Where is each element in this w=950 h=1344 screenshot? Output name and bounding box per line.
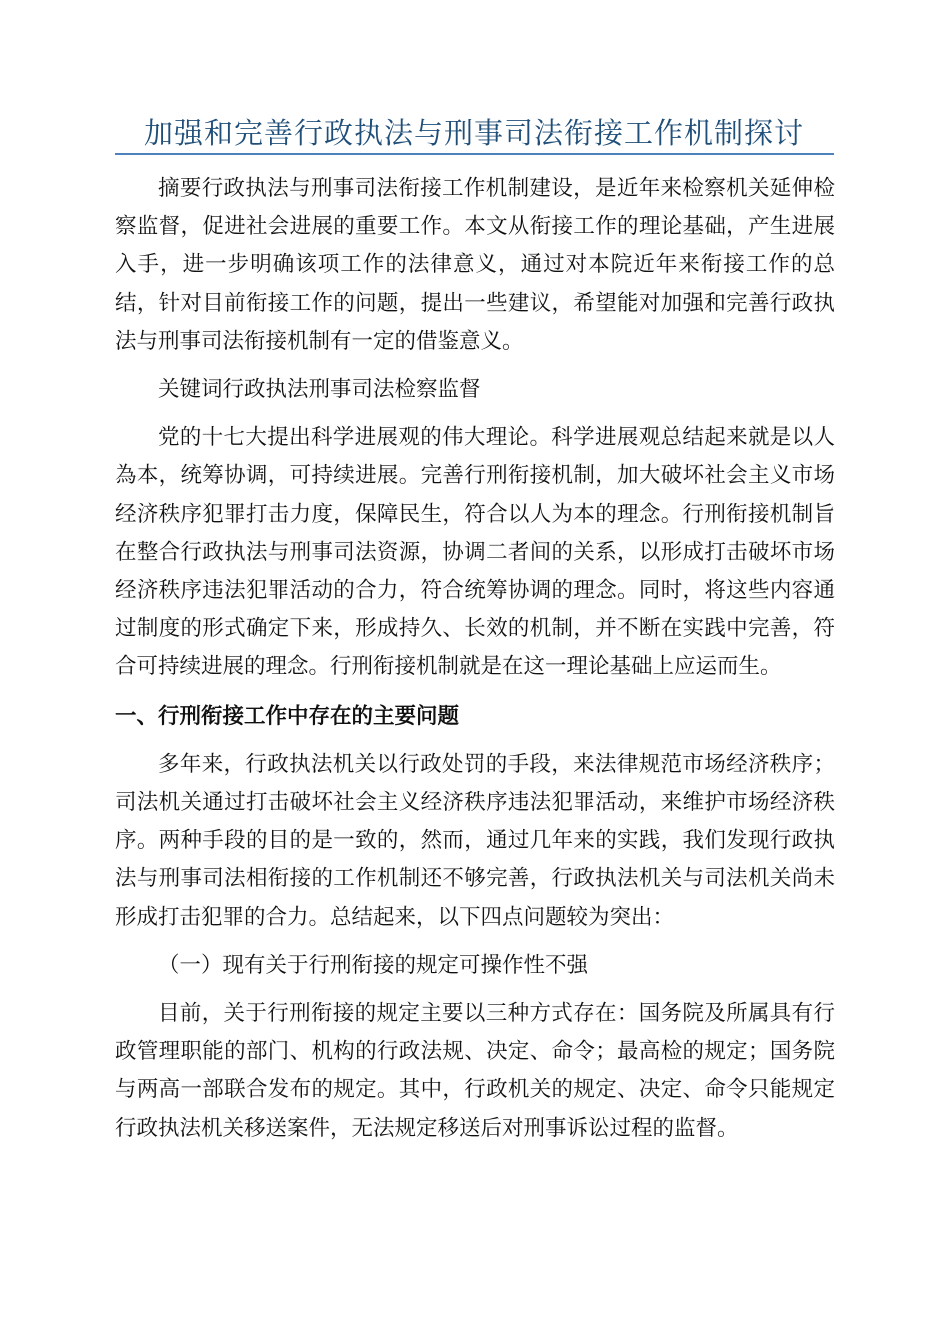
section-heading-1: 一、行刑衔接工作中存在的主要问题 xyxy=(115,703,460,729)
keywords-paragraph: 关键词行政执法刑事司法检察监督 xyxy=(158,377,481,403)
title-underline xyxy=(115,153,834,155)
section1-paragraph: 多年来，行政执法机关以行政处罚的手段，来法律规范市场经济秩序；司法机关通过打击破坏社会主义经济秩序违法犯罪活动，来维护市场经济秩序。两种手段的目的是一致的，然而，通过几年来的实践，我们发现行政执法与刑事司法相衔接的工作机制还不够完善，行政执法机关与司法机关尚未形成打击犯罪的合力。总结起来，以下四点问题较为突出： xyxy=(115,751,835,930)
document-title: 加强和完善行政执法与刑事司法衔接工作机制探讨 xyxy=(143,116,804,150)
intro-paragraph: 党的十七大提出科学进展观的伟大理论。科学进展观总结起来就是以人為本，统筹协调，可持续进展。完善行刑衔接机制，加大破坏社会主义市场经济秩序犯罪打击力度，保障民生，符合以人为本的理念。行刑衔接机制旨在整合行政执法与刑事司法资源，协调二者间的关系，以形成打击破坏市场经济秩序违法犯罪活动的合力，符合统筹协调的理念。同时，将这些内容通过制度的形式确定下来，形成持久、长效的机制，并不断在实践中完善，符合可持续进展的理念。行刑衔接机制就是在这一理论基础上应运而生。 xyxy=(115,425,835,680)
document-body xyxy=(115,170,835,1148)
subheading-1: （一）现有关于行刑衔接的规定可操作性不强 xyxy=(158,952,589,978)
abstract-paragraph: 摘要行政执法与刑事司法衔接工作机制建设，是近年来检察机关延伸检察监督，促进社会进展的重要工作。本文从衔接工作的理论基础，产生进展入手，进一步明确该项工作的法律意义，通过对本院近年来衔接工作的总结，针对目前衔接工作的问题，提出一些建议，希望能对加强和完善行政执法与刑事司法衔接机制有一定的借鉴意义。 xyxy=(115,176,835,354)
subsection1-paragraph: 目前，关于行刑衔接的规定主要以三种方式存在：国务院及所属具有行政管理职能的部门、机构的行政法规、决定、命令；最高检的规定；国务院与两高一部联合发布的规定。其中，行政机关的规定、决定、命令只能规定行政执法机关移送案件，无法规定移送后对刑事诉讼过程的监督。 xyxy=(115,1001,835,1141)
